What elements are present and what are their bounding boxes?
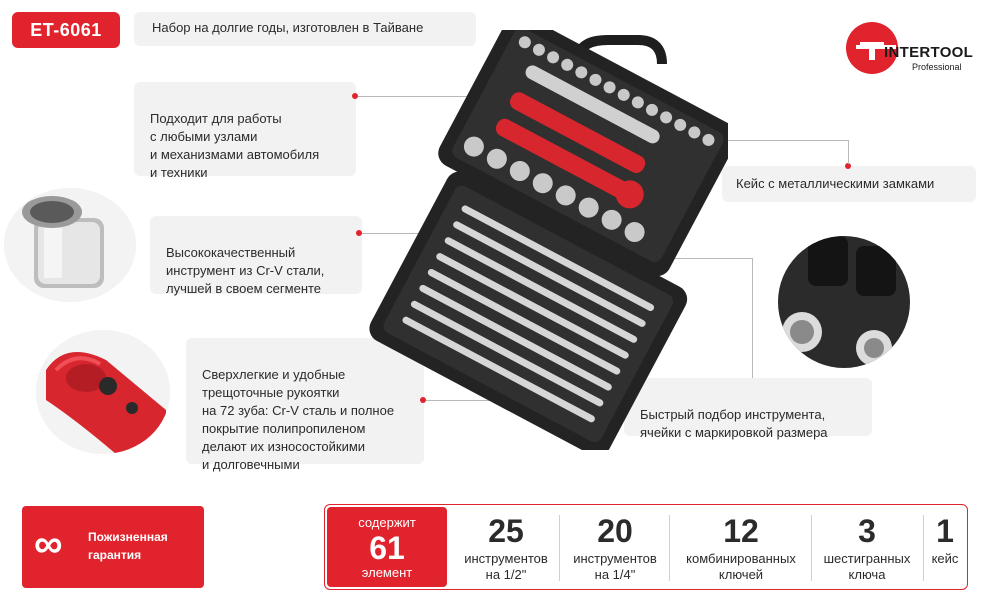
infinity-icon: ∞ xyxy=(34,522,63,566)
callout-quality-text: Высококачественный инструмент из Cr-V стали, лучшей в своем сегменте xyxy=(166,245,325,296)
stat-value: 12 xyxy=(723,513,759,549)
case-cells-image xyxy=(778,236,910,368)
callout-selection-line-v xyxy=(752,258,753,378)
stat-item-wrenches xyxy=(671,509,811,587)
warranty-badge xyxy=(22,506,204,588)
brand-tagline: Professional xyxy=(912,62,962,72)
callout-quality xyxy=(150,216,362,294)
stat-value: 20 xyxy=(597,513,633,549)
brand-name: INTERTOOL xyxy=(884,44,974,61)
callout-fit xyxy=(134,82,356,180)
stat-item-half-inch xyxy=(453,509,559,587)
stat-divider xyxy=(923,515,924,581)
ratchet-handle-image xyxy=(36,330,170,454)
stat-label: шестигранных ключа xyxy=(823,551,911,582)
warranty-text: Пожизненная гарантия xyxy=(88,530,168,562)
stats-total-prefix: содержит xyxy=(358,515,416,530)
socket-closeup-image xyxy=(4,188,136,302)
callout-selection-text: Быстрый подбор инструмента, ячейки с маркировкой размера xyxy=(640,407,828,440)
callout-case-line-v xyxy=(848,140,849,164)
stat-label: кейс xyxy=(931,551,959,566)
stats-total-value: 61 xyxy=(369,530,405,566)
callout-fit-text: Подходит для работы с любыми узлами и механизмами автомобиля и техники xyxy=(150,111,320,180)
callout-case xyxy=(722,166,976,202)
stat-divider xyxy=(559,515,560,581)
stat-label: комбинированных ключей xyxy=(686,551,796,582)
stats-total xyxy=(327,507,447,587)
callout-origin-text: Набор на долгие годы, изготовлен в Тайване xyxy=(152,20,424,35)
contents-stats xyxy=(324,504,968,590)
stat-value: 3 xyxy=(858,513,876,549)
callout-case-text: Кейс с металлическими замками xyxy=(736,176,935,191)
model-badge: ET-6061 xyxy=(12,12,120,48)
tool-case-image xyxy=(348,30,728,450)
stat-item-hex-keys xyxy=(813,509,921,587)
stat-divider xyxy=(811,515,812,581)
stat-item-case xyxy=(925,509,965,587)
stat-label: инструментов на 1/4" xyxy=(573,551,657,582)
stat-label: инструментов на 1/2" xyxy=(464,551,548,582)
callout-ratchet-text: Сверхлегкие и удобные трещоточные рукоятки на 72 зуба: Cr-V сталь и полное покрытие полипропиленом делают их износостойкими и долговечными xyxy=(202,367,395,472)
brand-logo xyxy=(846,20,976,80)
stat-value: 1 xyxy=(936,513,954,549)
stat-value: 25 xyxy=(488,513,524,549)
stats-total-suffix: элемент xyxy=(361,565,413,580)
stat-item-quarter-inch xyxy=(561,509,669,587)
stat-divider xyxy=(669,515,670,581)
